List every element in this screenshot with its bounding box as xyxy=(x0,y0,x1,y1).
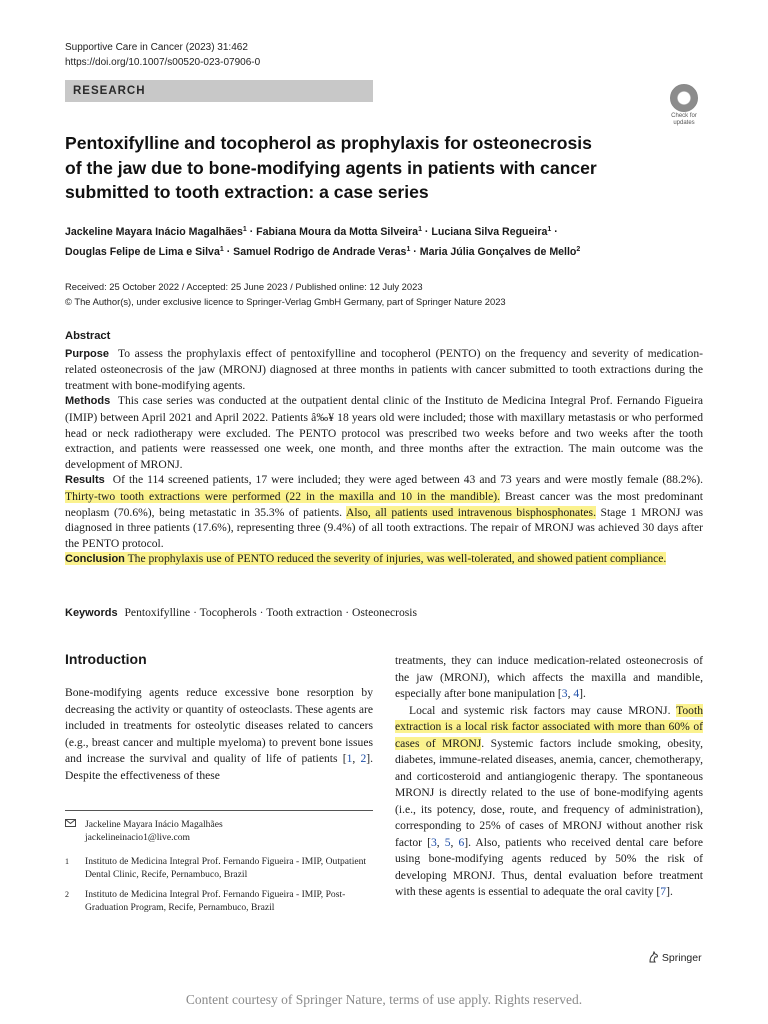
affiliation-text: Instituto de Medicina Integral Prof. Fernando Figueira - IMIP, Outpatient Dental Clinic, Recife, Pernambuco, Brazil xyxy=(85,856,367,880)
contact-footnote xyxy=(65,819,373,849)
abstract-conclusion xyxy=(65,551,703,568)
introduction-heading: Introduction xyxy=(65,651,147,667)
author-name[interactable]: Douglas Felipe de Lima e Silva xyxy=(65,245,220,258)
copyright-line: © The Author(s), under exclusive licence to Springer-Verlag GmbH Germany, part of Springer Nature 2023 xyxy=(65,296,506,307)
intro-text: ]. xyxy=(579,687,586,700)
purpose-label: Purpose xyxy=(65,347,110,360)
intro-text: . Systemic factors include smoking, obesity, diabetes, immune-related diseases, anemia, cancer, chemotherapy, and corticosteroid and antiangiogenic therapy. The spontaneous MRONJ is directly related to the use of bone-modifying agents (i.e., its potency, dose, route, and frequency of administration), corresponding to 25% of cases of MRONJ without another risk factor [ xyxy=(395,736,704,849)
author-affiliation: 1 xyxy=(547,226,552,233)
author-separator: · xyxy=(421,226,432,238)
keywords-text: Pentoxifylline · Tocopherols · Tooth extraction · Osteonecrosis xyxy=(124,606,418,619)
highlighted-text: Thirty-two tooth extractions were performed (22 in the maxilla and 10 in the mandible). xyxy=(65,489,501,503)
intro-text: treatments, they can induce medication-related osteonecrosis of the jaw (MRONJ), which affects the maxilla and mandible, especially after bone manipulation [ xyxy=(395,654,703,700)
check-for-updates-icon xyxy=(670,84,698,112)
affiliation-footnote xyxy=(65,889,373,929)
author-separator: · xyxy=(410,245,420,258)
results-text: Of the 114 screened patients, 17 were included; they were aged between 43 and 73 years and were mostly female (88.2%). xyxy=(112,473,703,487)
affiliation-footnote xyxy=(65,856,373,886)
springer-horse-icon xyxy=(648,952,662,964)
affiliation-number: 2 xyxy=(65,890,69,899)
author-affiliation: 1 xyxy=(418,226,422,233)
author-line xyxy=(65,243,705,263)
citation-link[interactable]: 1 xyxy=(346,752,353,766)
highlighted-text: Tooth extraction is a local risk factor associated with more than 60% of cases of MRONJ xyxy=(395,703,703,750)
author-name[interactable]: Luciana Silva Regueira xyxy=(431,226,548,238)
dates-line: Received: 25 October 2022 / Accepted: 25 June 2023 / Published online: 12 July 2023 xyxy=(65,281,423,292)
methods-label: Methods xyxy=(65,395,111,408)
title-line: of the jaw due to bone-modifying agents in patients with cancer xyxy=(65,157,597,178)
author-affiliation: 1 xyxy=(242,226,247,233)
intro-left-column xyxy=(65,685,373,785)
intro-text: ]. xyxy=(666,885,673,898)
check-for-updates-badge[interactable] xyxy=(665,84,703,124)
intro-text: Bone-modifying agents reduce excessive bone resorption by decreasing the activity or quantity of osteoclasts. These agents are included in treatments for osteolytic diseases related to cancers (e.g., breast cancer and multiple myeloma) to prevent bone issues and increase the survival and quality of life of patients [ xyxy=(65,686,373,766)
mail-icon xyxy=(65,819,76,832)
citation-link[interactable]: 6 xyxy=(458,835,465,849)
citation-link[interactable]: 5 xyxy=(444,835,451,849)
abstract xyxy=(65,329,703,568)
courtesy-notice: Content courtesy of Springer Nature, terms of use apply. Rights reserved. xyxy=(185,992,583,1007)
author-separator: · xyxy=(551,226,558,238)
author-separator: · xyxy=(223,245,234,258)
citation-link[interactable]: 4 xyxy=(573,687,580,700)
contact-name: Jackeline Mayara Inácio Magalhães xyxy=(85,819,223,830)
publisher-name: Springer xyxy=(661,952,702,964)
citation-link[interactable]: 3 xyxy=(561,687,568,700)
author-affiliation: 2 xyxy=(576,245,581,253)
title-line: Pentoxifylline and tocopherol as prophylaxis for osteonecrosis xyxy=(65,133,592,153)
intro-text: Local and systemic risk factors may cause MRONJ. xyxy=(409,703,677,717)
intro-text: ]. Also, patients who received dental care before using bone-modifying agents reduced by 50% the risk of developing MRONJ. Thus, dental evaluation before treatment with these agents is essential to adequate the oral cavity [ xyxy=(395,835,704,898)
author-affiliation: 1 xyxy=(406,245,411,253)
author-name[interactable]: Samuel Rodrigo de Andrade Veras xyxy=(233,245,407,258)
abstract-purpose xyxy=(65,346,703,394)
results-text: Stage 1 MRONJ was diagnosed in three patients (17.6%), representing three (9.4%) of all tooth extractions. The repair of MRONJ was achieved 30 days after the PENTO protocol. xyxy=(65,505,704,550)
results-text: Breast cancer was the most predominant neoplasm (70.6%), being metastatic in 35.3% of patients. xyxy=(65,489,703,519)
section-label: RESEARCH xyxy=(65,80,373,102)
author-separator: · xyxy=(246,226,257,238)
intro-text: ]. Despite the effectiveness of these xyxy=(65,752,374,782)
author-name[interactable]: Fabiana Moura da Motta Silveira xyxy=(256,226,419,238)
author-name[interactable]: Jackeline Mayara Inácio Magalhães xyxy=(65,226,243,238)
conclusion-text: The prophylaxis use of PENTO reduced the severity of injuries, was well-tolerated, and showed patient compliance. xyxy=(124,552,667,566)
publisher-logo xyxy=(648,951,702,966)
intro-paragraph: Local and systemic risk factors may cause MRONJ. Tooth extraction is a local risk factor associated with more than 60% of cases of MRONJ. Systemic factors include smoking, obesity, diabetes, immune-related diseases, anemia, cancer, chemotherapy, and corticosteroid and antiangiogenic therapy. The spontaneous MRONJ is directly related to the use of bone-modifying agents (i.e., its potency, dose, route, and frequency of administration), corresponding to 25% of cases of MRONJ without another risk factor [3, 5, 6]. Also, patients who received dental care before using bone-modifying agents reduced by 50% the risk of developing MRONJ. Thus, dental evaluation before treatment with these agents is essential to adequate the oral cavity [7]. xyxy=(395,703,704,898)
highlighted-conclusion xyxy=(65,552,666,565)
citation-link[interactable]: 2 xyxy=(360,752,367,766)
highlighted-text: Also, all patients used intravenous bisphosphonates. xyxy=(345,505,596,519)
purpose-text: To assess the prophylaxis effect of pentoxifylline and tocopherol (PENTO) on the frequency and severity of medication-related osteonecrosis of the jaw (MRONJ) diagnosed at three months in patients with cancer submitted to tooth extractions during the treatment with bone-modifying agents. xyxy=(65,346,703,392)
citation-link[interactable]: 7 xyxy=(660,885,667,898)
intro-paragraph: Bone-modifying agents reduce excessive bone resorption by decreasing the activity or quantity of osteoclasts. These agents are included in treatments for osteolytic diseases related to cancers (e.g., breast cancer and multiple myeloma) to prevent bone issues and increase the survival and quality of life of patients [1, 2]. Despite the effectiveness of these xyxy=(65,686,374,782)
journal-header xyxy=(65,40,260,70)
keywords-label: Keywords xyxy=(65,607,118,619)
title-line: submitted to tooth extraction: a case series xyxy=(65,182,429,202)
methods-text: This case series was conducted at the outpatient dental clinic of the Instituto de Medicina Integral Prof. Fernando Figueira (IMIP) between April 2021 and April 2022. Patients â‰¥ 18 years old were included; those with maxillary metastasis or who performed head or neck radiotherapy were excluded. The PENTO protocol was prescribed two weeks before and two weeks after the tooth extraction, and patients were reassessed one week, one month, and three months after the extraction. The main outcome was the development of MRONJ. xyxy=(65,394,704,471)
intro-paragraph: treatments, they can induce medication-related osteonecrosis of the jaw (MRONJ), which affects the maxilla and mandible, especially after bone manipulation [3, 4]. xyxy=(395,654,703,700)
check-for-updates-label: Check for updates xyxy=(671,113,697,126)
author-name[interactable]: Maria Júlia Gonçalves de Mello xyxy=(419,245,577,258)
publication-info xyxy=(65,279,705,309)
citation-link[interactable]: 3 xyxy=(430,835,437,849)
footnote-divider xyxy=(65,810,373,811)
author-line xyxy=(65,223,705,243)
author-affiliation: 1 xyxy=(219,245,224,253)
intro-right-column xyxy=(395,653,703,901)
affiliation-number: 1 xyxy=(65,857,69,866)
abstract-methods xyxy=(65,393,703,472)
affiliation-text: Instituto de Medicina Integral Prof. Fernando Figueira - IMIP, Post-Graduation Program, Recife, Pernambuco, Brazil xyxy=(85,889,346,913)
conclusion-label: Conclusion xyxy=(65,553,125,566)
author-list xyxy=(65,223,705,262)
article-title xyxy=(65,131,665,205)
doi-link[interactable]: https://doi.org/10.1007/s00520-023-07906-0 xyxy=(65,57,261,68)
contact-email[interactable]: jackelineinacio1@live.com xyxy=(85,831,190,843)
journal-citation: Supportive Care in Cancer (2023) 31:462 xyxy=(65,42,248,53)
abstract-results xyxy=(65,472,703,551)
results-label: Results xyxy=(65,474,105,487)
keywords xyxy=(65,605,705,621)
abstract-heading: Abstract xyxy=(65,330,111,342)
